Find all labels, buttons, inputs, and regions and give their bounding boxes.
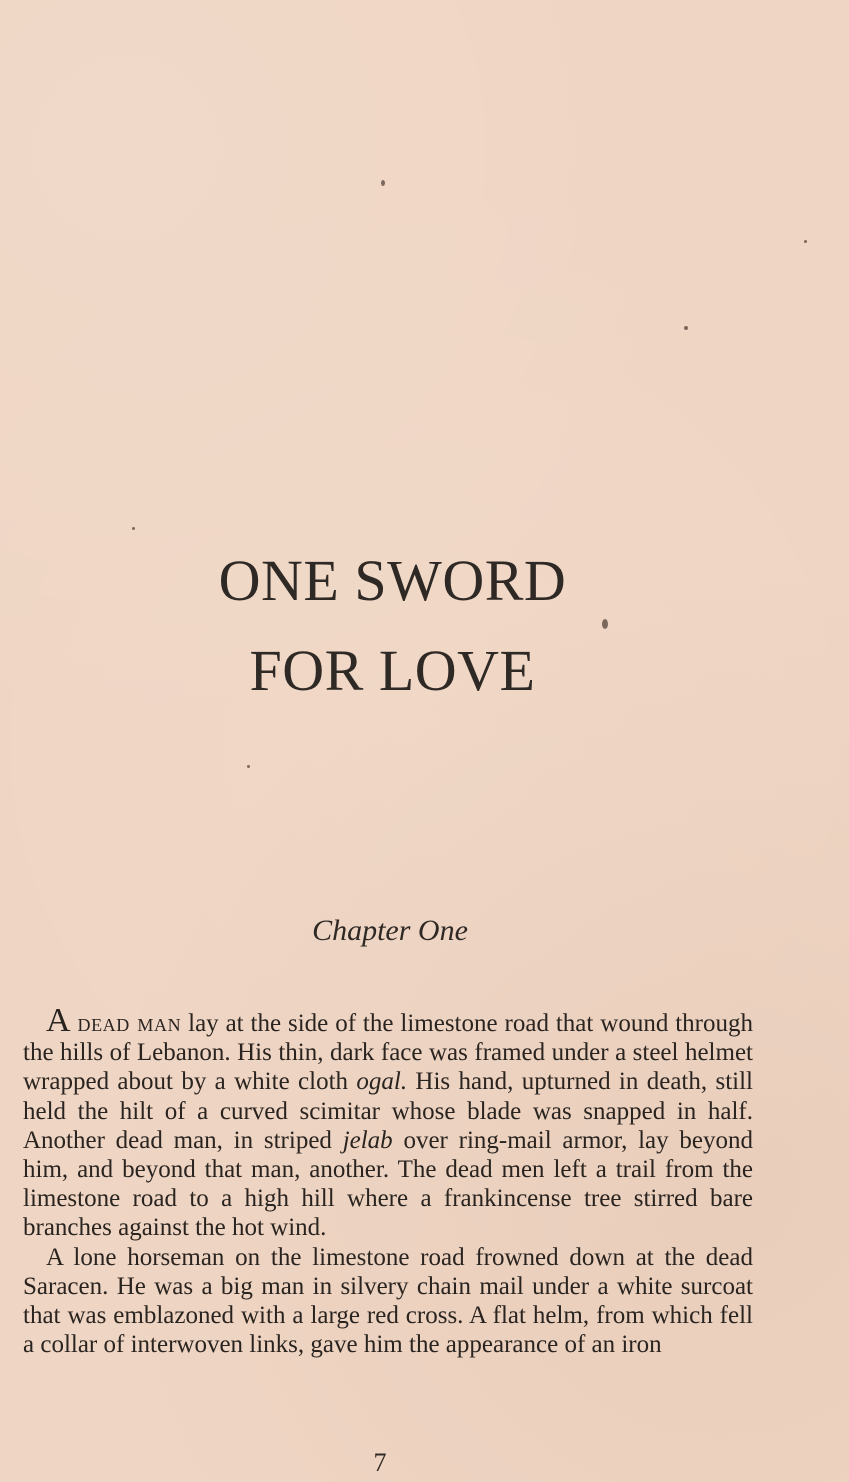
paragraph-1 bbox=[23, 1004, 753, 1243]
drop-cap: A bbox=[46, 1002, 71, 1039]
italic-word-ogal: ogal. bbox=[356, 1068, 408, 1096]
opening-small-caps: dead man bbox=[77, 1010, 182, 1037]
book-title-line-1: ONE SWORD bbox=[218, 548, 567, 613]
paper-speck bbox=[381, 180, 385, 186]
body-text bbox=[23, 1004, 753, 1359]
paper-speck bbox=[602, 619, 608, 629]
paragraph-2: A lone horseman on the limestone road frowned down at the dead Saracen. He was a big man in silvery chain mail under a white surcoat that was emblazoned with a large red cross. A flat helm, from which fell a collar of interwoven links, gave him the appearance of an iron bbox=[23, 1243, 753, 1359]
book-title-line-2: FOR LOVE bbox=[249, 638, 536, 703]
paragraph-1-text-c: over ring-mail armor, lay beyond him, and beyond that man, another. The dead men left a trail from the limestone road to a high hill where a frankincense tree stirred bare branches against the hot wind. bbox=[23, 1126, 753, 1242]
chapter-heading: Chapter One bbox=[312, 914, 468, 947]
paper-speck bbox=[684, 326, 688, 330]
paragraph-1-text-b: His hand, upturned in death, still held the hilt of a curved scimitar whose blade was snapped in half. Another dead man, in striped bbox=[23, 1068, 753, 1154]
italic-word-jelab: jelab bbox=[342, 1126, 393, 1154]
paper-speck bbox=[132, 527, 135, 530]
paper-speck bbox=[247, 765, 250, 768]
paper-speck bbox=[804, 240, 807, 243]
page-number: 7 bbox=[373, 1448, 387, 1477]
paragraph-1-text-a: lay at the side of the limestone road that wound through the hills of Lebanon. His thin, dark face was framed under a steel helmet wrapped about by a white cloth bbox=[23, 1010, 754, 1096]
